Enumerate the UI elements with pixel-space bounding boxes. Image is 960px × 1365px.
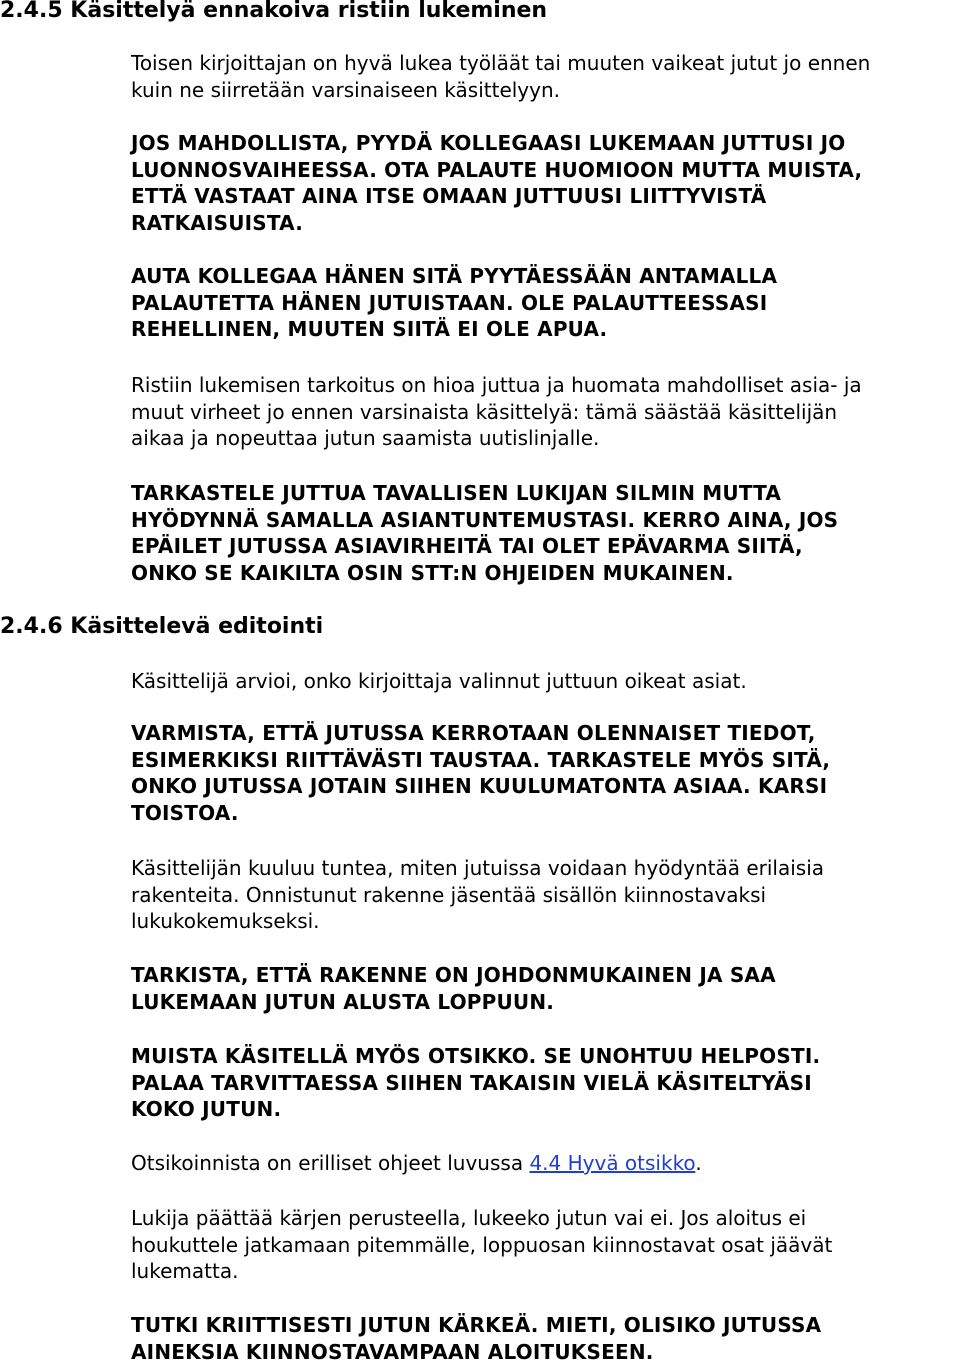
text-line: AUTA KOLLEGAA HÄNEN SITÄ PYYTÄESSÄÄN ANTAMALLA bbox=[131, 263, 957, 290]
text-line: muut virheet jo ennen varsinaista käsittelyä: tämä säästää käsittelijän bbox=[131, 399, 957, 426]
instruction-verify-essentials bbox=[131, 720, 957, 826]
text-line: TOISTOA. bbox=[131, 800, 957, 827]
text-line: AINEKSIA KIINNOSTAVAMPAAN ALOITUKSEEN. bbox=[131, 1339, 957, 1365]
section-heading-2-4-5: 2.4.5 Käsittelyä ennakoiva ristiin lukeminen bbox=[0, 0, 547, 24]
text-line: ETTÄ VASTAAT AINA ITSE OMAAN JUTTUUSI LIITTYVISTÄ bbox=[131, 183, 957, 210]
text-line: ONKO SE KAIKILTA OSIN STT:N OHJEIDEN MUKAINEN. bbox=[131, 560, 957, 587]
instruction-examine-lead bbox=[131, 1312, 957, 1365]
text-line: MUISTA KÄSITELLÄ MYÖS OTSIKKO. SE UNOHTUU HELPOSTI. bbox=[131, 1043, 957, 1070]
headline-reference-text: Otsikoinnista on erilliset ohjeet luvussa bbox=[131, 1151, 529, 1175]
paragraph-cross-reading-intro bbox=[131, 50, 957, 103]
text-line: TARKISTA, ETTÄ RAKENNE ON JOHDONMUKAINEN JA SAA bbox=[131, 962, 957, 989]
text-line: houkuttele jatkamaan pitemmälle, loppuosan kiinnostavat osat jäävät bbox=[131, 1232, 957, 1259]
text-line: Käsittelijän kuuluu tuntea, miten jutuissa voidaan hyödyntää erilaisia bbox=[131, 855, 957, 882]
instruction-headline bbox=[131, 1043, 957, 1123]
text-line: Käsittelijä arvioi, onko kirjoittaja valinnut juttuun oikeat asiat. bbox=[131, 668, 957, 695]
text-line: Lukija päättää kärjen perusteella, lukeeko jutun vai ei. Jos aloitus ei bbox=[131, 1205, 957, 1232]
text-line: ESIMERKIKSI RIITTÄVÄSTI TAUSTAA. TARKASTELE MYÖS SITÄ, bbox=[131, 747, 957, 774]
paragraph-structures bbox=[131, 855, 957, 935]
instruction-ask-colleague bbox=[131, 130, 957, 236]
text-line: TUTKI KRIITTISESTI JUTUN KÄRKEÄ. MIETI, OLISIKO JUTUSSA bbox=[131, 1312, 957, 1339]
text-line: TARKASTELE JUTTUA TAVALLISEN LUKIJAN SILMIN MUTTA bbox=[131, 480, 957, 507]
paragraph-headline-reference bbox=[131, 1150, 957, 1177]
instruction-read-as-reader bbox=[131, 480, 957, 586]
text-line: LUKEMAAN JUTUN ALUSTA LOPPUUN. bbox=[131, 989, 957, 1016]
text-line: VARMISTA, ETTÄ JUTUSSA KERROTAAN OLENNAISET TIEDOT, bbox=[131, 720, 957, 747]
text-line: rakenteita. Onnistunut rakenne jäsentää sisällön kiinnostavaksi bbox=[131, 882, 957, 909]
headline-guide-link[interactable]: 4.4 Hyvä otsikko bbox=[529, 1151, 695, 1175]
section-heading-2-4-6: 2.4.6 Käsittelevä editointi bbox=[0, 614, 323, 640]
text-line: KOKO JUTUN. bbox=[131, 1096, 957, 1123]
paragraph-cross-reading-purpose bbox=[131, 372, 957, 452]
headline-reference-end: . bbox=[695, 1151, 701, 1175]
text-line: lukematta. bbox=[131, 1258, 957, 1285]
instruction-help-colleague bbox=[131, 263, 957, 343]
text-line: RATKAISUISTA. bbox=[131, 210, 957, 237]
text-line: PALAUTETTA HÄNEN JUTUISTAAN. OLE PALAUTTEESSASI bbox=[131, 290, 957, 317]
text-line: aikaa ja nopeuttaa jutun saamista uutislinjalle. bbox=[131, 425, 957, 452]
text-line: EPÄILET JUTUSSA ASIAVIRHEITÄ TAI OLET EPÄVARMA SIITÄ, bbox=[131, 533, 957, 560]
text-line: JOS MAHDOLLISTA, PYYDÄ KOLLEGAASI LUKEMAAN JUTTUSI JO bbox=[131, 130, 957, 157]
paragraph-reader-decides bbox=[131, 1205, 957, 1285]
text-line: REHELLINEN, MUUTEN SIITÄ EI OLE APUA. bbox=[131, 316, 957, 343]
text-line: HYÖDYNNÄ SAMALLA ASIANTUNTEMUSTASI. KERRO AINA, JOS bbox=[131, 507, 957, 534]
paragraph-editor-evaluates bbox=[131, 668, 957, 695]
text-line: kuin ne siirretään varsinaiseen käsittelyyn. bbox=[131, 77, 957, 104]
text-line: LUONNOSVAIHEESSA. OTA PALAUTE HUOMIOON MUTTA MUISTA, bbox=[131, 157, 957, 184]
instruction-check-structure bbox=[131, 962, 957, 1015]
text-line: Toisen kirjoittajan on hyvä lukea työläät tai muuten vaikeat jutut jo ennen bbox=[131, 50, 957, 77]
text-line: lukukokemukseksi. bbox=[131, 908, 957, 935]
text-line: Ristiin lukemisen tarkoitus on hioa juttua ja huomata mahdolliset asia- ja bbox=[131, 372, 957, 399]
text-line: PALAA TARVITTAESSA SIIHEN TAKAISIN VIELÄ KÄSITELTYÄSI bbox=[131, 1070, 957, 1097]
text-line: ONKO JUTUSSA JOTAIN SIIHEN KUULUMATONTA ASIAA. KARSI bbox=[131, 773, 957, 800]
